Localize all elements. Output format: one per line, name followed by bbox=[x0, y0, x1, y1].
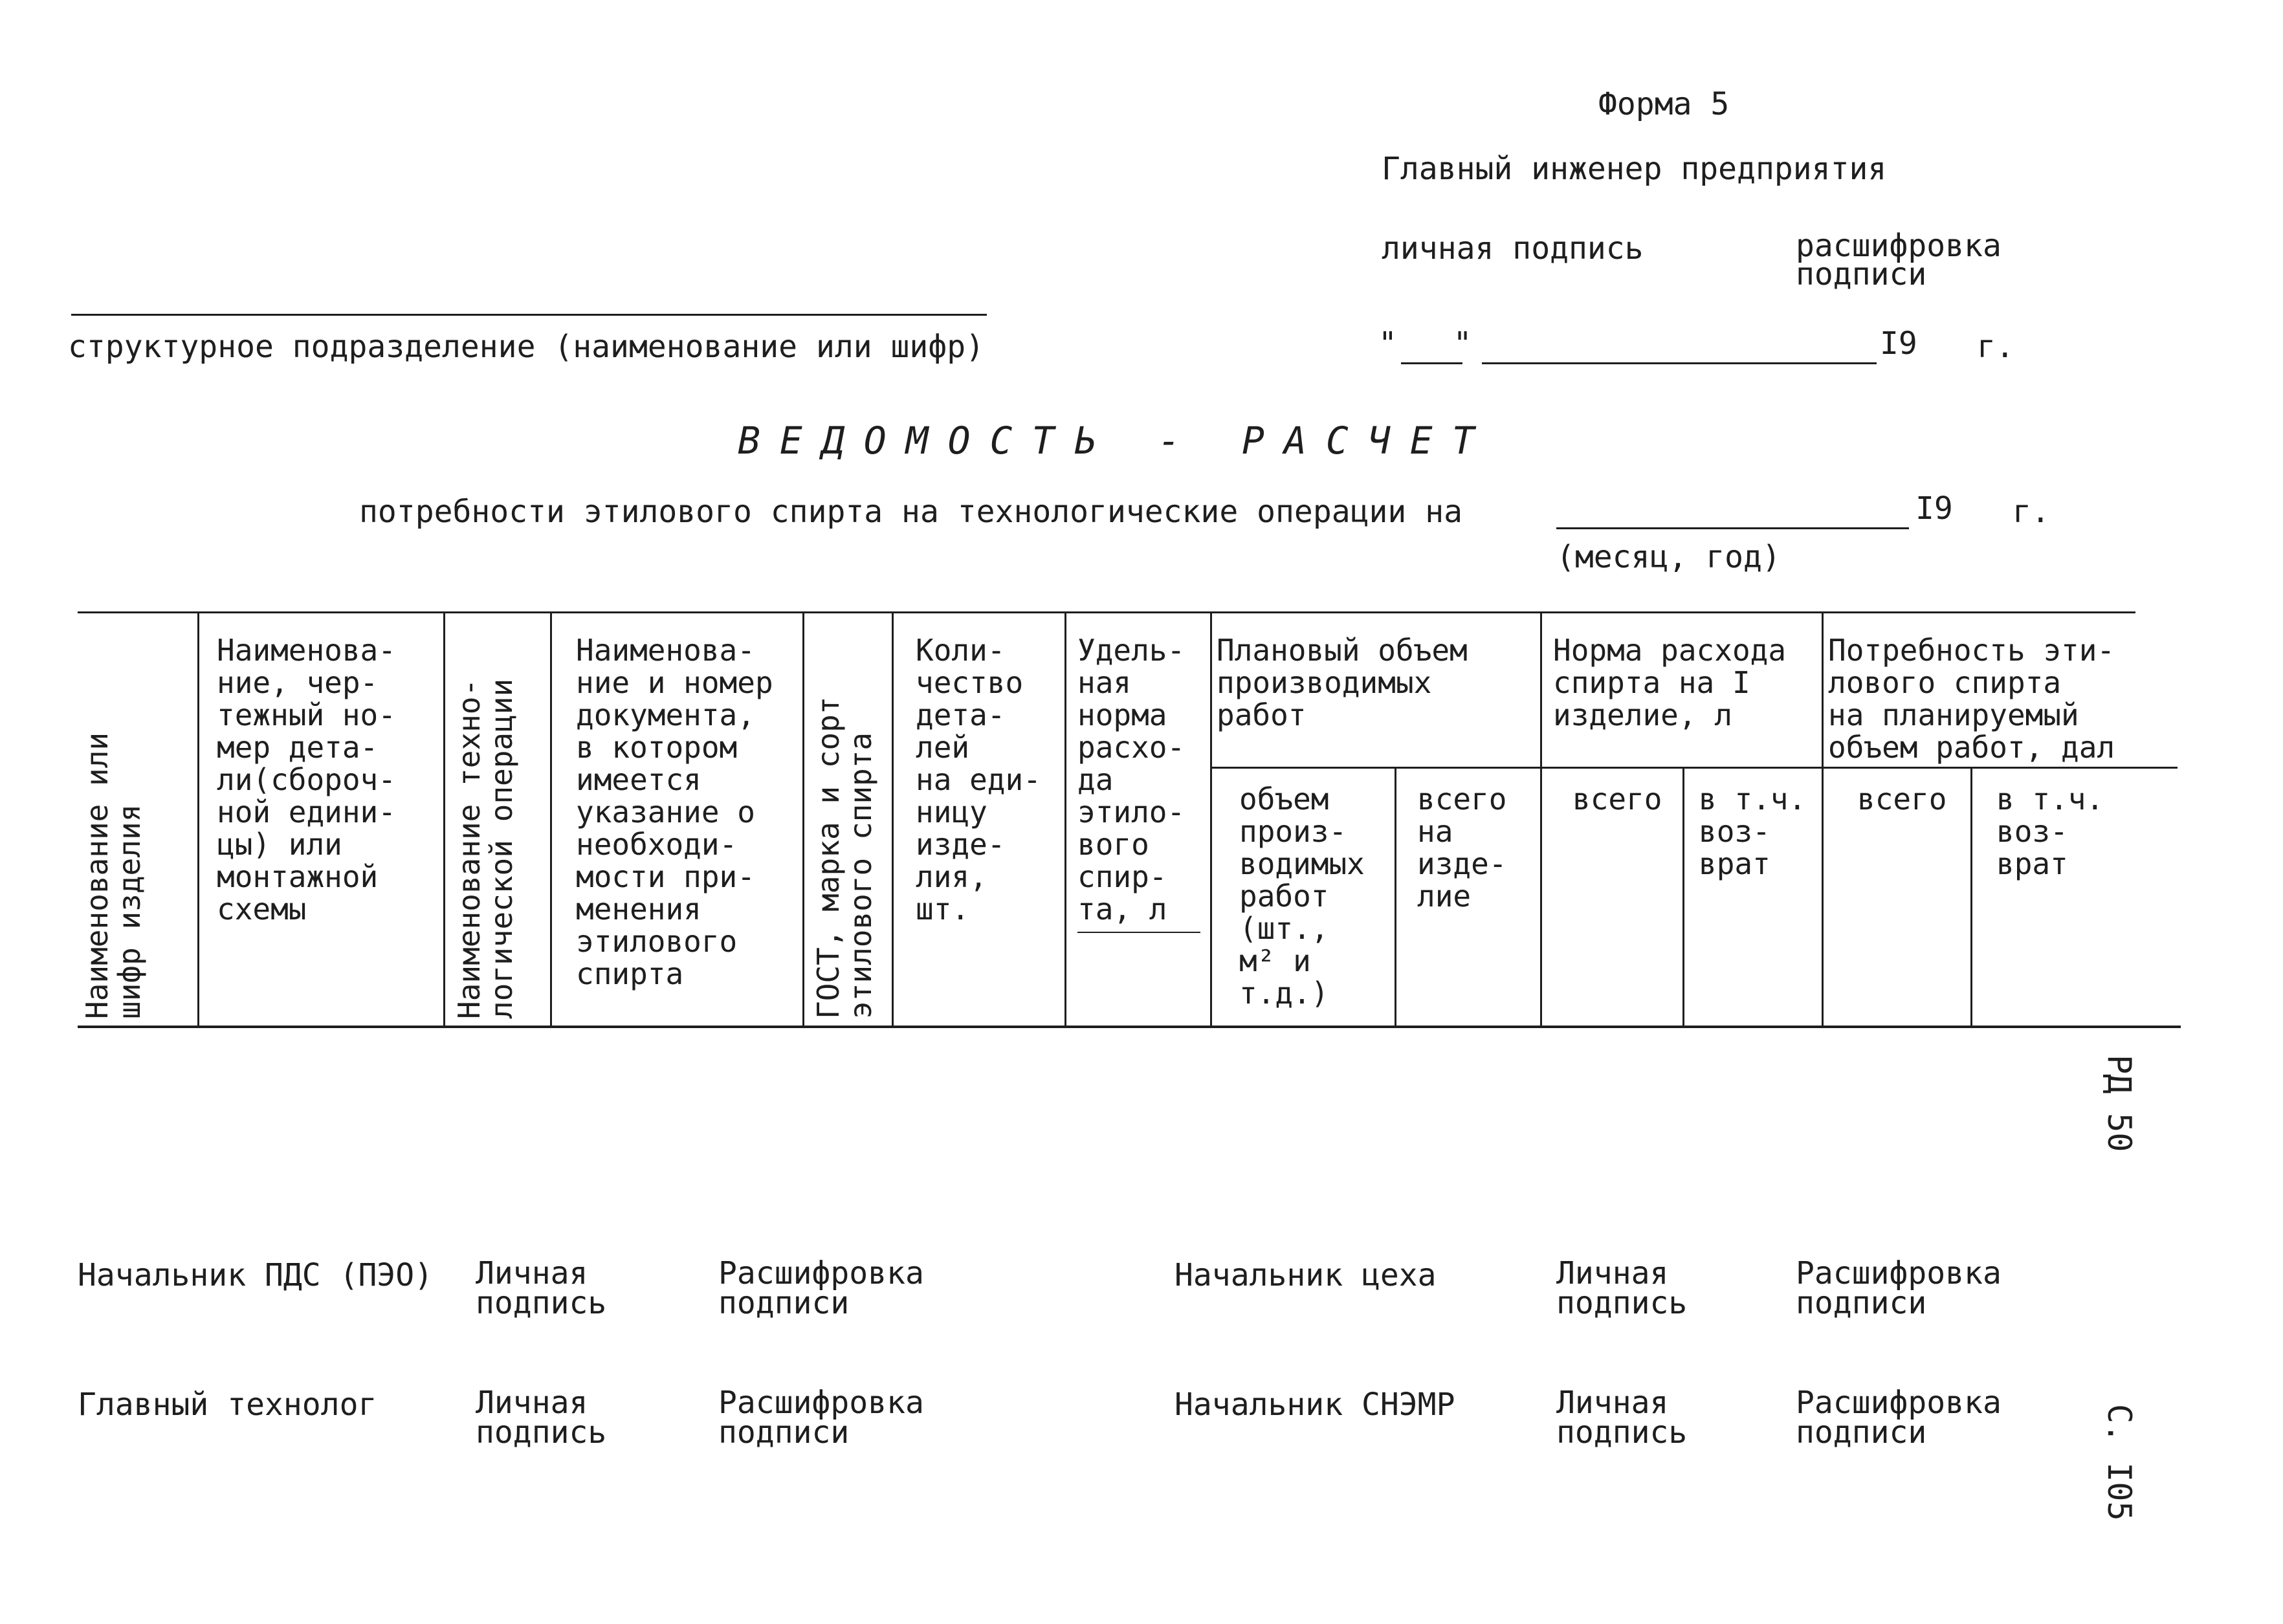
document-subtitle: потребности этилового спирта на технологические операции на bbox=[359, 494, 1463, 530]
col-divider bbox=[1210, 611, 1212, 1027]
signature-sign-label: Личная подпись bbox=[476, 1385, 607, 1451]
col-divider bbox=[443, 611, 445, 1027]
signature-position: Начальник ПДС (ПЭО) bbox=[78, 1257, 434, 1293]
period-year-unit: г. bbox=[2013, 494, 2050, 530]
form-label: Форма 5 bbox=[1598, 86, 1730, 122]
signature-decode-label: Расшифровка подписи bbox=[1796, 1255, 2002, 1321]
date-year-suffix: г. bbox=[1977, 329, 2014, 365]
col-header-consumption-norm: Норма расхода спирта на I изделие, л bbox=[1553, 633, 1787, 732]
col-divider bbox=[1822, 611, 1824, 1027]
date-day-line bbox=[1401, 362, 1462, 364]
col-divider bbox=[802, 611, 804, 1027]
col-header-operation: Наименование техно- логической операции bbox=[452, 678, 519, 1019]
period-caption: (месяц, год) bbox=[1556, 539, 1781, 575]
col-header-norm-total: всего bbox=[1572, 782, 1662, 817]
col-divider bbox=[1682, 767, 1684, 1027]
approver-title: Главный инженер предприятия bbox=[1382, 151, 1887, 187]
page-number: С. I05 bbox=[2101, 1404, 2138, 1521]
signature-decode-label: Расшифровка подписи bbox=[1796, 1385, 2002, 1451]
col-header-work-volume: объем произ- водимых работ (шт., м² и т.д.) bbox=[1239, 782, 1365, 1011]
subdivision-caption: структурное подразделение (наименование или шифр) bbox=[68, 329, 985, 365]
doc-code: РД 50 bbox=[2101, 1055, 2138, 1152]
document-title: ВЕДОМОСТЬ - РАСЧЕТ bbox=[738, 419, 1494, 463]
signature-position: Начальник СНЭМР bbox=[1175, 1387, 1455, 1423]
table-bottom-rule bbox=[78, 1026, 2181, 1028]
approver-decode-label: расшифровка подписи bbox=[1796, 228, 2002, 292]
table-top-rule bbox=[78, 611, 2135, 613]
col-divider bbox=[892, 611, 894, 1027]
col-header-gost: ГОСТ, марка и сорт этилового спирта bbox=[811, 696, 878, 1019]
col-header-part-name: Наименова- ние, чер- тежный но- мер дета- ли(сбороч- ной едини- цы) или монтажной схемы bbox=[217, 633, 396, 927]
specific-norm-underline bbox=[1077, 932, 1200, 933]
col-header-norm-return: в т.ч. воз- врат bbox=[1699, 782, 1807, 881]
signature-decode-label: Расшифровка подписи bbox=[718, 1385, 924, 1451]
col-divider bbox=[1395, 767, 1396, 1027]
col-header-requirement: Потребность эти- лового спирта на планируемый объем работ, дал bbox=[1828, 633, 2115, 765]
col-divider bbox=[197, 611, 199, 1027]
signature-sign-label: Личная подпись bbox=[476, 1255, 607, 1321]
signature-sign-label: Личная подпись bbox=[1556, 1385, 1688, 1451]
date-day-quote: " " bbox=[1378, 325, 1472, 362]
col-header-planned-volume: Плановый объем производимых работ bbox=[1217, 633, 1468, 732]
signature-position: Главный технолог bbox=[78, 1387, 377, 1423]
col-header-document: Наименова- ние и номер документа, в котором имеется указание о необходи- мости при- менения этилового спирта bbox=[576, 633, 773, 991]
date-month-line bbox=[1482, 362, 1877, 364]
period-line bbox=[1556, 527, 1909, 529]
col-header-quantity: Коли- чество дета- лей на еди- ницу изде- лия, шт. bbox=[916, 633, 1041, 927]
col-header-product-name: Наименование или шифр изделия bbox=[80, 732, 147, 1019]
col-divider bbox=[1540, 611, 1542, 1027]
signature-decode-label: Расшифровка подписи bbox=[718, 1255, 924, 1321]
signature-position: Начальник цеха bbox=[1175, 1257, 1437, 1293]
col-divider bbox=[1064, 611, 1066, 1027]
period-year: I9 bbox=[1915, 490, 1953, 527]
col-header-per-product: всего на изде- лие bbox=[1417, 782, 1507, 914]
col-header-specific-norm: Удель- ная норма расхо- да этило- вого спир- та, л bbox=[1077, 633, 1186, 927]
signature-sign-label: Личная подпись bbox=[1556, 1255, 1688, 1321]
table-group-rule bbox=[1210, 767, 2178, 769]
col-header-req-return: в т.ч. воз- врат bbox=[1996, 782, 2104, 881]
col-divider bbox=[550, 611, 552, 1027]
approver-sign-label: личная подпись bbox=[1382, 230, 1644, 267]
col-divider bbox=[1970, 767, 1972, 1027]
subdivision-line bbox=[71, 314, 987, 316]
col-header-req-total: всего bbox=[1857, 782, 1947, 817]
date-year-prefix: I9 bbox=[1880, 325, 1917, 362]
